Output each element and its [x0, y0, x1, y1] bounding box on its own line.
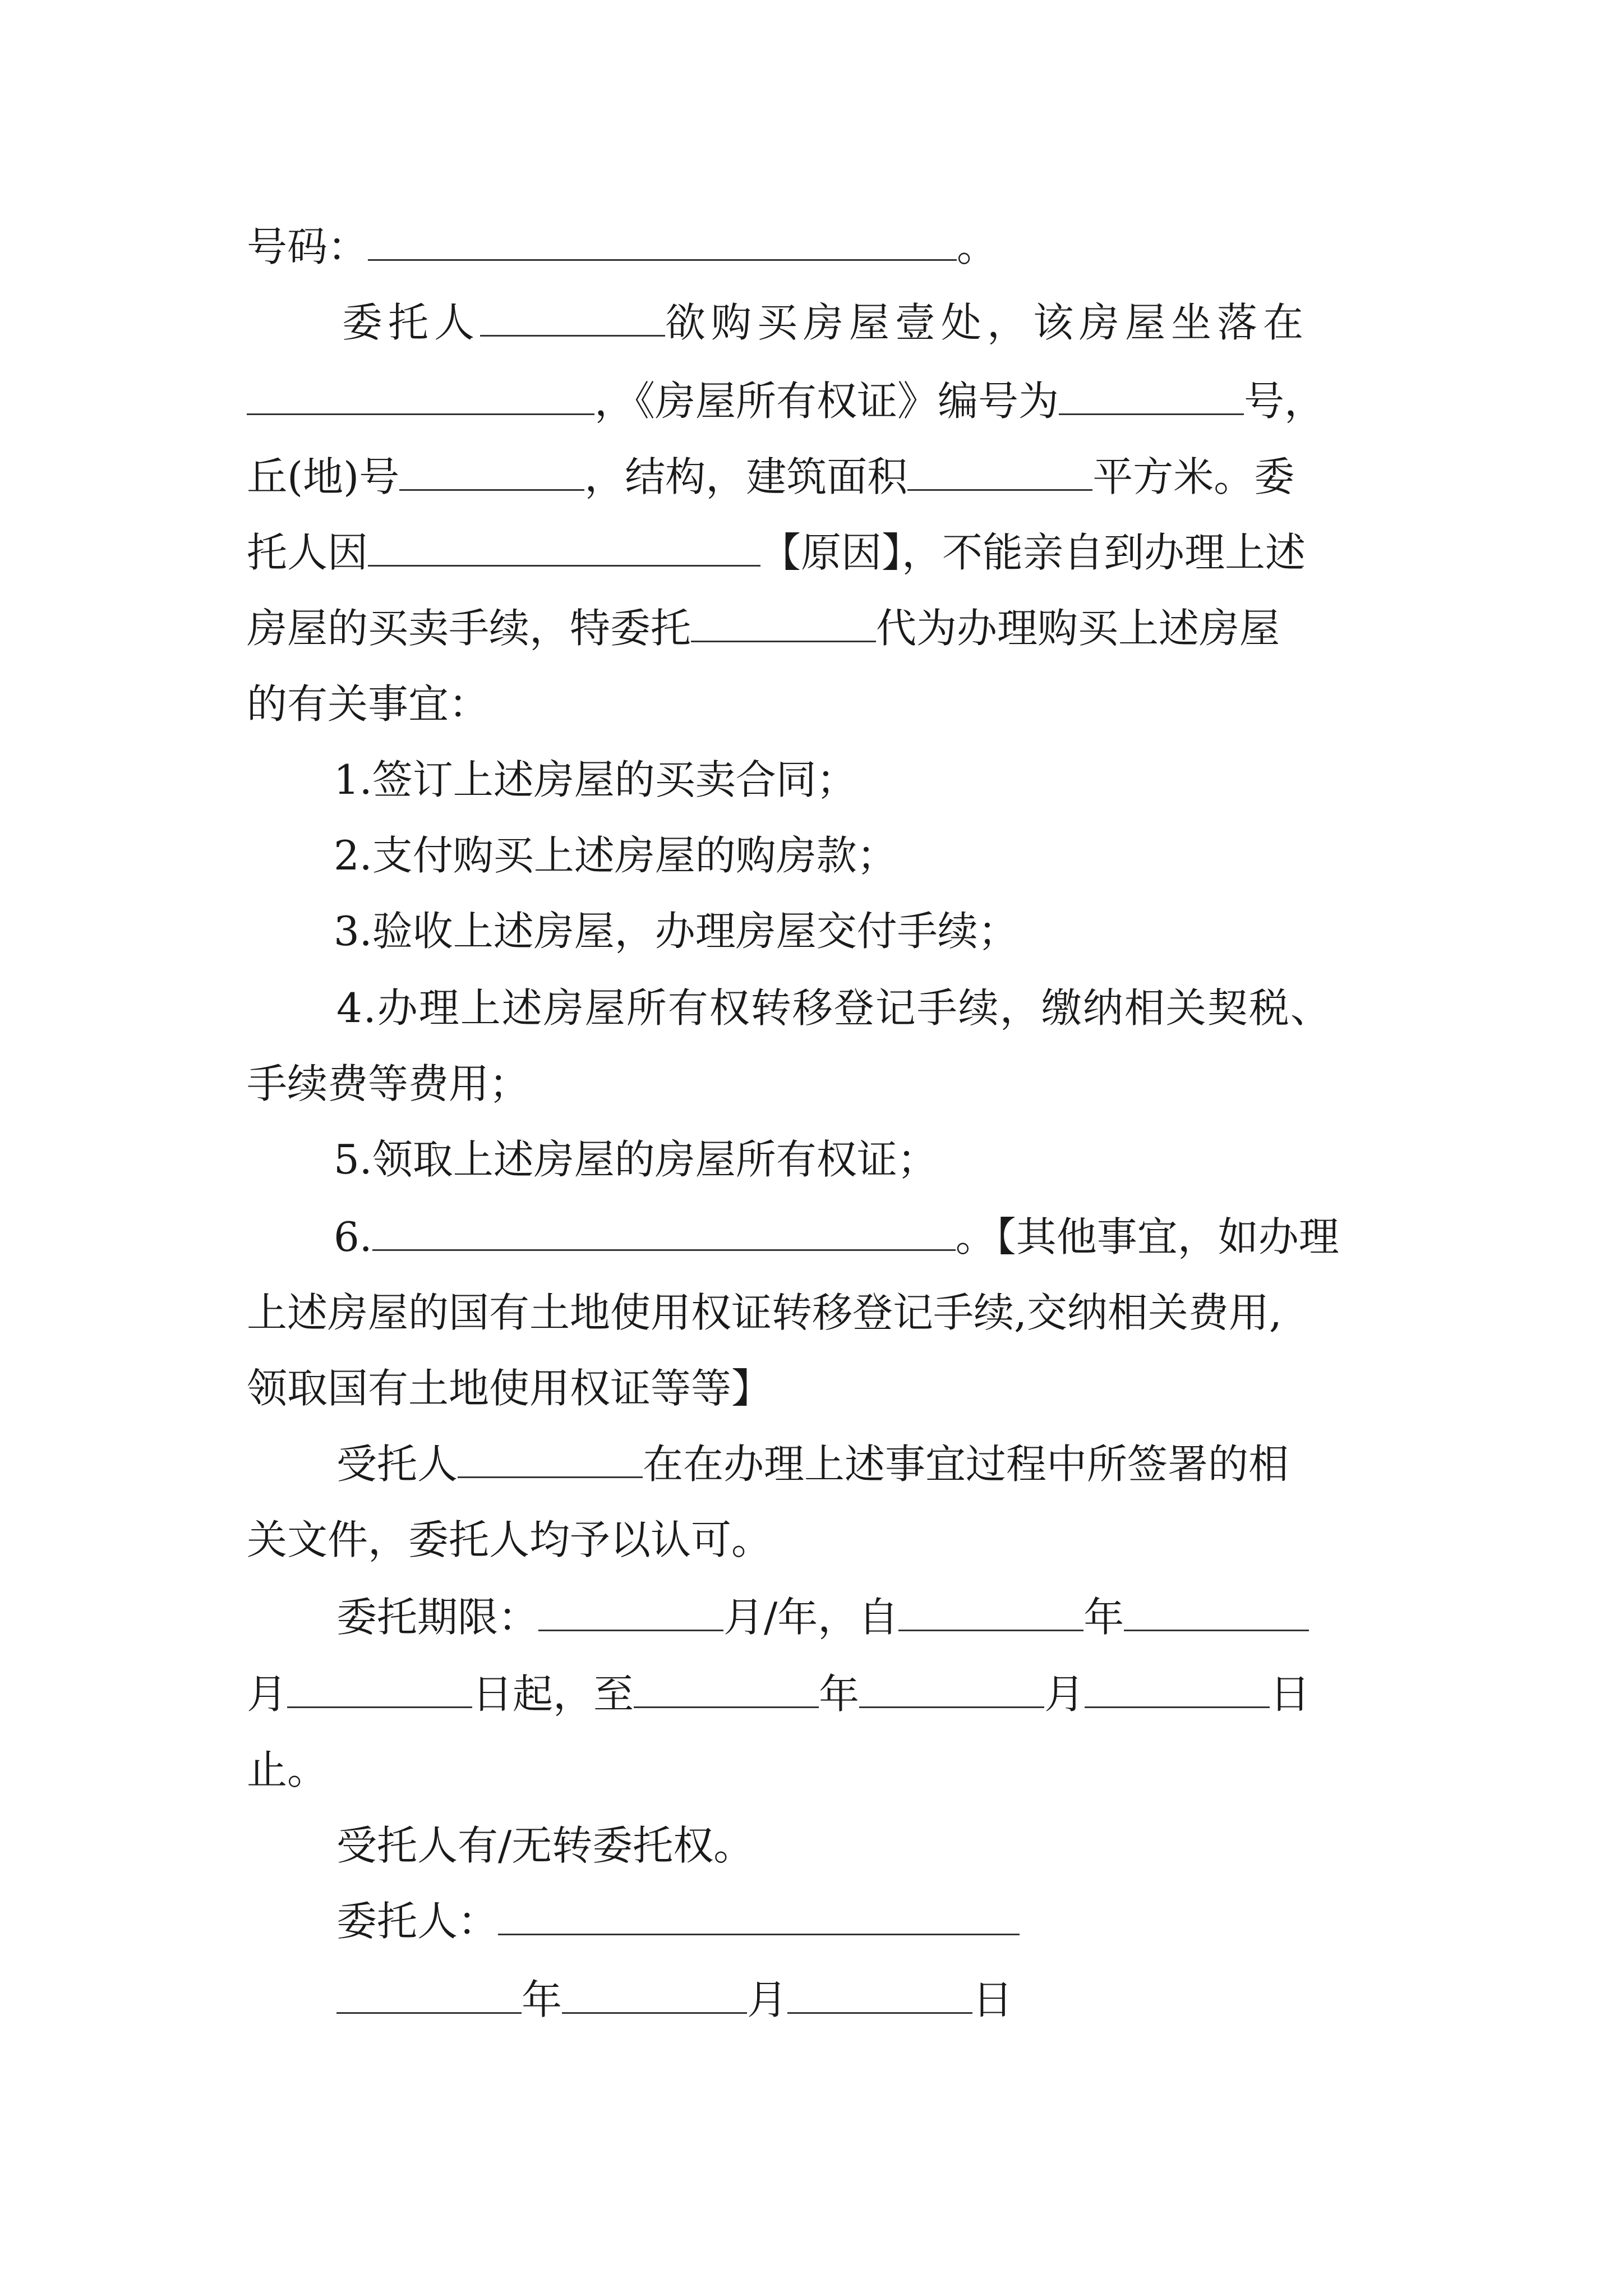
blank-field[interactable]: [372, 1214, 956, 1251]
month-field[interactable]: [562, 1977, 747, 2014]
blank-field[interactable]: [1059, 379, 1244, 415]
list-item-3: [334, 906, 1018, 956]
text: 受托人有/无转委托权。: [336, 1822, 754, 1869]
line-cert: [247, 376, 1325, 426]
blank-field[interactable]: [538, 1595, 723, 1631]
line-reason: [247, 527, 1306, 578]
text: 5.领取上述房屋的房屋所有权证；: [334, 1136, 938, 1183]
list-item-4-cont: [247, 1059, 529, 1109]
text: 年: [819, 1671, 860, 1718]
text: 2.支付购买上述房屋的购房款；: [334, 832, 897, 879]
text: 月: [247, 1671, 288, 1718]
signature-field[interactable]: [498, 1899, 1020, 1935]
text: 房屋的买卖手续，特委托: [247, 605, 691, 652]
text: 手续费等费用；: [247, 1060, 530, 1107]
line-authorization: [336, 1439, 1289, 1489]
blank-field[interactable]: [368, 530, 760, 567]
signature-label: 委托人：: [336, 1898, 499, 1945]
blank-field[interactable]: [907, 454, 1092, 491]
blank-field[interactable]: [399, 454, 584, 491]
blank-field[interactable]: [287, 1672, 472, 1708]
text: 领取国有土地使用权证等等】: [247, 1365, 772, 1412]
text: 年: [522, 1976, 562, 2023]
line-term-end: [247, 1745, 328, 1795]
line-sub-entrust: [336, 1820, 754, 1871]
blank-field[interactable]: [898, 1595, 1083, 1631]
blank-field[interactable]: [1085, 1672, 1270, 1708]
blank-field[interactable]: [1124, 1595, 1309, 1631]
text: 日: [1270, 1671, 1311, 1718]
text: 关文件，委托人均予以认可。: [247, 1516, 772, 1563]
line-buyer: [342, 297, 1309, 348]
blank-field[interactable]: [368, 224, 957, 261]
line-signature: [336, 1896, 1020, 1947]
line-date: [336, 1975, 1013, 2025]
text: 委托人: [342, 299, 481, 346]
line-term-dates: [247, 1669, 1310, 1719]
text: ，结构，建筑面积: [584, 453, 908, 500]
text: 4.办理上述房屋所有权转移登记手续，缴纳相关契税、: [336, 984, 1332, 1032]
text: 托人因: [247, 529, 368, 576]
blank-field[interactable]: [634, 1672, 819, 1708]
list-item-6-end: [247, 1363, 772, 1414]
text: 月: [747, 1976, 788, 2023]
day-field[interactable]: [787, 1977, 972, 2014]
list-item-5: [334, 1134, 938, 1185]
list-item-2: [334, 830, 897, 881]
blank-field[interactable]: [247, 379, 594, 415]
text: 月: [1044, 1671, 1085, 1718]
line-entrust: [247, 603, 1280, 654]
text: ，《房屋所有权证》编号为: [594, 378, 1059, 425]
text: 日: [972, 1976, 1013, 2023]
text: 号，: [1244, 378, 1325, 425]
blank-field[interactable]: [691, 606, 876, 642]
text: 欲购买房屋壹处，该房屋坐落在: [665, 299, 1310, 346]
line-term: [336, 1592, 1309, 1642]
text: 止。: [247, 1746, 328, 1793]
year-field[interactable]: [336, 1977, 522, 2014]
text: 受托人: [336, 1441, 458, 1488]
text: 。: [957, 223, 998, 270]
line-area: [247, 452, 1294, 502]
text: 日起，至: [472, 1671, 634, 1718]
text: 【原因】，不能亲自到办理上述: [760, 529, 1306, 576]
text: 号码：: [247, 223, 368, 270]
text: 上述房屋的国有土地使用权证转移登记手续,交纳相关费用,: [247, 1289, 1282, 1336]
text: 1.签订上述房屋的买卖合同；: [334, 756, 857, 803]
text: 在在办理上述事宜过程中所签署的相: [643, 1441, 1289, 1488]
text: 6.: [334, 1213, 372, 1260]
list-item-6-cont: [247, 1287, 1282, 1338]
blank-field[interactable]: [859, 1672, 1044, 1708]
text: 3.验收上述房屋，办理房屋交付手续；: [334, 908, 1018, 955]
text: 。【其他事宜，如办理: [955, 1213, 1339, 1260]
list-item-1: [334, 754, 857, 805]
text: 代为办理购买上述房屋: [876, 605, 1280, 652]
line-authorization-cont: [247, 1515, 772, 1565]
text: 年: [1083, 1594, 1124, 1641]
blank-field[interactable]: [480, 300, 665, 337]
list-item-4: [336, 983, 1332, 1033]
text: 月/年，自: [723, 1594, 899, 1641]
text: 委托期限：: [336, 1594, 539, 1641]
text: 平方米。委: [1092, 453, 1295, 500]
line-matters: [247, 679, 489, 729]
text: 的有关事宜：: [247, 680, 490, 728]
blank-field[interactable]: [458, 1442, 643, 1478]
list-item-6: [334, 1212, 1339, 1262]
text: 丘(地)号: [247, 453, 400, 500]
line-number: [247, 222, 997, 272]
